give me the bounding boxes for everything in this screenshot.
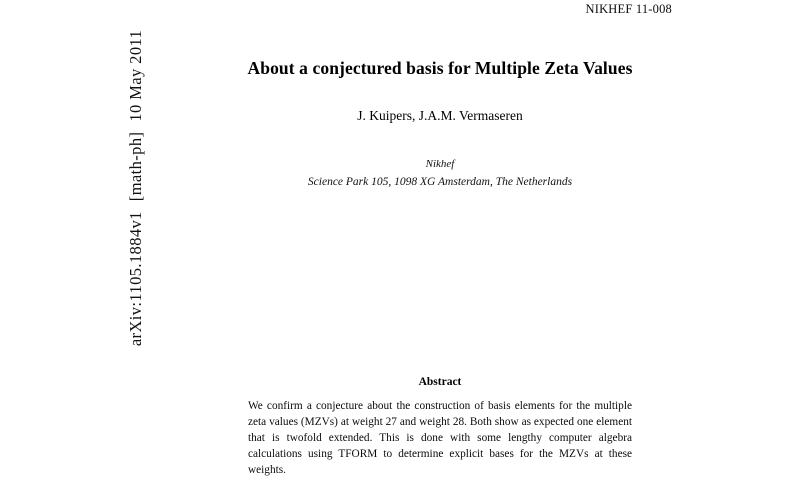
affiliation-block [230,155,650,192]
arxiv-stamp [126,0,146,408]
arxiv-primary-class: [math-ph] [126,131,145,202]
page-title: About a conjectured basis for Multiple Zeta Values [247,58,633,78]
arxiv-identifier: arXiv:1105.1884v1 [126,211,145,347]
abstract-text: We confirm a conjecture about the construction of basis elements for the multiple zeta values (MZVs) at weight 27 and weight 28. Both show as expected one element that is twofold extended. This is done with some lengthy computer algebra calculations using TFORM to determine explicit bases for the MZVs at these weights. [248,400,632,477]
affiliation-address: Science Park 105, 1098 XG Amsterdam, The Netherlands [307,176,573,189]
affiliation-organization: Nikhef [425,158,455,170]
report-number: NIKHEF 11-008 [585,2,672,16]
author-list: J. Kuipers, J.A.M. Vermaseren [357,108,523,123]
abstract-body [248,398,632,478]
abstract-heading: Abstract [418,376,462,388]
arxiv-date: 10 May 2011 [126,29,145,122]
paper-content [230,0,650,477]
